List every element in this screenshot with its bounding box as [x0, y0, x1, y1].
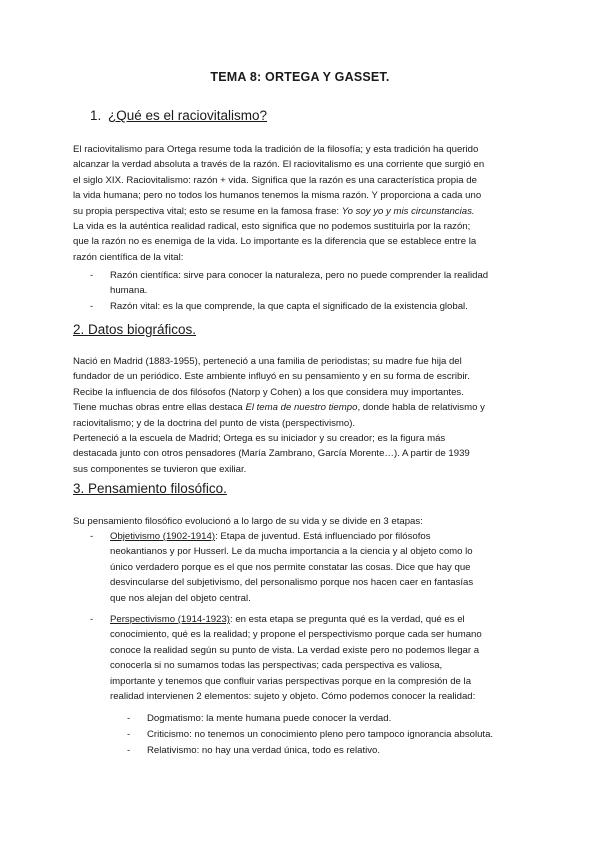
book-title: El tema de nuestro tiempo: [245, 402, 358, 414]
text-line: importante y tenemos que confluir varias perspectivas porque en la compresión de la: [110, 675, 472, 687]
text-line: la vida humana; pero no todos los humanos tenemos la misma razón. Y proporciona a cada uno: [73, 190, 482, 202]
stage-1-name: Objetivismo (1902-1914): [110, 531, 216, 542]
text-line: destacada junto con otros pensadores (María Zambrano, García Morente…). A partir de 1939: [73, 448, 470, 460]
section-1-paragraph: [73, 142, 535, 265]
text-fragment: , donde habla de relativismo y: [357, 402, 485, 414]
section-1-number: 1.: [90, 108, 102, 123]
text-fragment: Tiene muchas obras entre ellas destaca: [73, 402, 246, 414]
text-line: sus componentes se tuvieron que exiliar.: [73, 463, 247, 475]
text-line: alcanzar la verdad absoluta a través de la razón. El raciovitalismo es una corriente que surgió en: [73, 159, 485, 171]
list-item: [90, 299, 535, 314]
text-line: Recibe la influencia de dos filósofos (Natorp y Cohen) a los que considera muy importantes.: [73, 386, 464, 398]
text-line: único verdadero porque es el que nos permite constatar las cosas. Dice que hay que: [110, 561, 471, 573]
stage-2-item: [90, 612, 535, 704]
document-title: TEMA 8: ORTEGA Y GASSET.: [210, 70, 390, 84]
text-line: razón científica de la vital:: [73, 251, 184, 263]
bullet-dash: -: [127, 745, 131, 756]
section-3-heading: 3. Pensamiento filosófico.: [73, 481, 227, 496]
text-line: [110, 529, 535, 544]
text-line: realidad intervienen 2 elementos: sujeto y objeto. Cómo podemos conocer la realidad:: [110, 691, 476, 703]
text-line: Razón científica: sirve para conocer la naturaleza, pero no puede comprender la realidad: [110, 270, 489, 281]
section-1-bullet-list: [90, 268, 535, 314]
bullet-dash: -: [90, 270, 94, 281]
list-item: [127, 727, 537, 743]
bullet-dash: -: [127, 729, 131, 740]
text-fragment: su propia perspectiva vital; esto se resume en la famosa frase:: [73, 205, 342, 217]
stage-2-name: Perspectivismo (1914-1923): [110, 614, 230, 625]
text-line: Nació en Madrid (1883-1955), perteneció a una familia de periodistas; su madre fue hija del: [73, 356, 462, 367]
section-2-paragraph: [73, 354, 535, 477]
list-item: [127, 743, 537, 759]
list-item-text: Dogmatismo: la mente humana puede conocer la verdad.: [147, 713, 392, 724]
list-item-text: Criticismo: no tenemos un conocimiento pleno pero tampoco ignorancia absoluta.: [147, 729, 494, 740]
knowledge-positions-list: [127, 711, 537, 759]
text-line: conocimiento, qué es la realidad; y propone el perspectivismo porque cada ser humano: [110, 629, 482, 641]
bullet-dash: -: [90, 300, 94, 312]
text-line: raciovitalismo; y de la doctrina del punto de vista (perspectivismo).: [73, 417, 356, 429]
text-line: [73, 204, 535, 219]
section-2-heading: 2. Datos biográficos.: [73, 322, 197, 337]
text-line: [73, 400, 535, 415]
text-line: fundador de un periódico. Este ambiente influyó en su pensamiento y en su forma de escribir.: [73, 371, 470, 383]
bullet-dash: -: [90, 531, 94, 542]
section-1-heading: ¿Qué es el raciovitalismo?: [108, 108, 268, 123]
text-line: conoce la realidad según su punto de vista. La verdad existe pero no podemos llegar a: [110, 644, 480, 656]
bullet-dash: -: [90, 614, 94, 625]
list-item: [127, 711, 537, 727]
text-line: el siglo XIX. Raciovitalismo: razón + vida. Significa que la razón es una característica propia de: [73, 174, 477, 186]
text-line: humana.: [110, 285, 148, 297]
text-line: neokantianos y por Husserl. Le da mucha importancia a la ciencia y al objeto como lo: [110, 546, 473, 558]
text-fragment: : Etapa de juventud. Está influenciado por filósofos: [215, 531, 431, 542]
text-fragment: : en esta etapa se pregunta qué es la verdad, qué es el: [229, 614, 465, 625]
text-line: [110, 612, 535, 627]
text-line: desvincularse del subjetivismo, del personalismo porque nos hacen caer en fantasías: [110, 577, 474, 589]
text-line: Razón vital: es la que comprende, la que capta el significado de la existencia global.: [110, 300, 468, 312]
text-line: conocerla si no sumamos todas las perspectivas; cada perspectiva es valiosa,: [110, 660, 443, 672]
stage-1-item: [90, 529, 535, 606]
text-line: El raciovitalismo para Ortega resume toda la tradición de la filosofía; y esta tradición ha querido: [73, 144, 479, 155]
text-line: Perteneció a la escuela de Madrid; Ortega es su iniciador y su creador; es la figura más: [73, 433, 446, 445]
bullet-dash: -: [127, 713, 131, 724]
famous-quote: Yo soy yo y mis circunstancias.: [341, 205, 475, 217]
list-item: [90, 268, 535, 299]
text-line: que la razón no es enemiga de la vida. Lo importante es la diferencia que se establece entre la: [73, 236, 477, 248]
list-item-text: Relativismo: no hay una verdad única, todo es relativo.: [147, 745, 381, 756]
list-item: [90, 612, 535, 704]
text-line: que nos alejan del objeto central.: [110, 592, 251, 604]
section-3-intro: Su pensamiento filosófico evolucionó a lo largo de su vida y se divide en 3 etapas:: [73, 516, 423, 527]
list-item: [90, 529, 535, 606]
text-line: La vida es la auténtica realidad radical, esto significa que no podemos sustituirla por la razón;: [73, 221, 471, 233]
